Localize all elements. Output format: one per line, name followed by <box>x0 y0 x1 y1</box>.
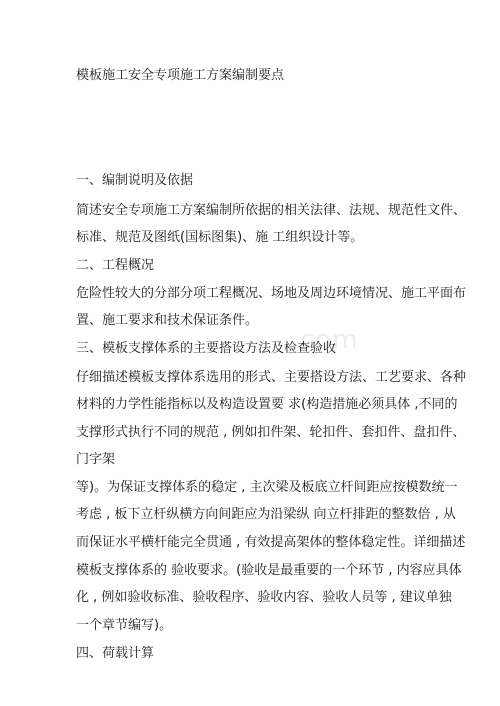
paragraph-line: 标准、规范及图纸(国标图集)、施 工组织设计等。 <box>76 230 364 245</box>
paragraph-line: 化 , 例如验收标准、验收程序、验收内容、验收人员等 , 建议单独 <box>76 590 452 605</box>
paragraph-line: 支撑形式执行不同的规范 , 例如扣件架、轮扣件、套扣件、盘扣件、 <box>76 425 466 440</box>
paragraph-line: 模板支撑体系的 验收要求。(验收是最重要的一个环节 , 内容应具体 <box>76 563 462 578</box>
paragraph-line: 一个章节编写)。 <box>76 618 173 633</box>
watermark: com <box>300 325 359 355</box>
paragraph-line: 危险性较大的分部分项工程概况、场地及周边环境情况、施工平面布 <box>76 286 467 301</box>
document-title: 模板施工安全专项施工方案编制要点 <box>76 68 285 83</box>
section-heading-3: 三、模板支撑体系的主要搭设方法及检查验收 <box>76 341 337 356</box>
paragraph-line: 考虑 , 板下立杆纵横方向间距应为沿梁纵 向立杆排距的整数倍 , 从 <box>76 507 456 522</box>
paragraph-line: 而保证水平横杆能完全贯通 , 有效提高架体的整体稳定性。详细描述 <box>76 535 466 550</box>
paragraph-line: 置、施工要求和技术保证条件。 <box>76 313 259 328</box>
section-heading-2: 二、工程概况 <box>76 258 155 273</box>
paragraph-line: 仔细描述模板支撑体系选用的形式、主要搭设方法、工艺要求、各种 <box>76 370 467 385</box>
paragraph-line: 门字架 <box>76 452 116 467</box>
section-heading-1: 一、编制说明及依据 <box>76 173 194 188</box>
paragraph-line: 等)。为保证支撑体系的稳定 , 主次梁及板底立杆间距应按模数统一 <box>76 480 458 495</box>
section-heading-4: 四、荷载计算 <box>76 646 155 661</box>
paragraph-line: 材料的力学性能指标以及构造设置要 求(构造措施必须具体 ,不同的 <box>76 397 458 412</box>
paragraph-line: 简述安全专项施工方案编制所依据的相关法律、法规、规范性文件、 <box>76 203 467 218</box>
